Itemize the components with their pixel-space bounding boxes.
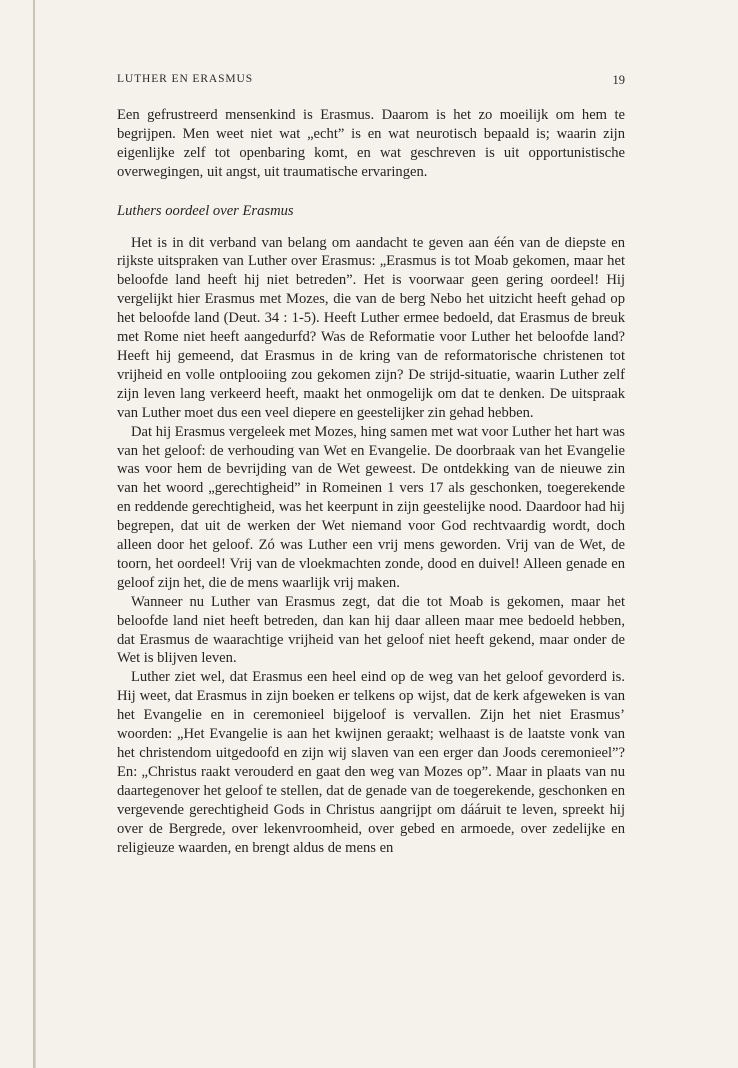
paragraph: Dat hij Erasmus vergeleek met Mozes, hing samen met wat voor Luther het hart was van het geloof: de verhouding van Wet en Evangelie. De doorbraak van het Evangelie was voor hem de bevrijding van de Wet geweest. De ontdekking van de nieuwe zin van het woord „gerechtigheid” in Romeinen 1 vers 17 als geschonken, toegerekende en reddende gerechtigheid, was het keerpunt in zijn geestelijke nood. Daardoor had hij begrepen, dat uit de werken der Wet niemand voor God rechtvaardig wordt, doch alleen door het geloof. Zó was Luther een vrij mens geworden. Vrij van de Wet, de toorn, het oordeel! Vrij van de vloekmachten zonde, dood en duivel! Alleen genade en geloof zijn het, die de mens waarlijk vrij maken. (117, 423, 625, 591)
binding-edge-lower-shadow (35, 560, 36, 1068)
paragraph: Luther ziet wel, dat Erasmus een heel eind op de weg van het geloof gevorderd is. Hij weet, dat Erasmus in zijn boeken er telkens op wijst, dat de kerk afgeweken is van het Evangelie en in ceremonieel bijgeloof is vervallen. Zijn het niet Erasmus’ woorden: „Het Evangelie is aan het kwijnen geraakt; welhaast is de laatste vonk van het christendom uitgedoofd en zijn wij slaven van een erger dan Joods ceremonieel”? En: „Christus raakt verouderd en gaat den weg van Mozes op”. Maar in plaats van nu daartegenover het geloof te stellen, dat de genade van de toegerekende, geschonken en vergevende gerechtigheid Gods in Christus aangrijpt om dááruit te leven, spreekt hij over de Bergrede, over lekenvroomheid, over gebed en armoede, over zedelijke en religieuze waarden, en brengt aldus de mens en (117, 669, 625, 856)
paragraph: Het is in dit verband van belang om aandacht te geven aan één van de diepste en rijkste uitspraken van Luther over Erasmus: „Erasmus is tot Moab gekomen, maar het beloofde land heeft hij niet betreden”. Het is voorwaar geen gering oordeel! Hij vergelijkt hier Erasmus met Mozes, die van de berg Nebo het uitzicht heeft gehad op het beloofde land (Deut. 34 : 1-5). Heeft Luther ermee bedoeld, dat Erasmus de breuk met Rome niet heeft aangedurfd? Was de Reformatie voor Luther het beloofde land? Heeft hij gemeend, dat Erasmus in de kring van de reformatorische christenen tot vrijheid en volle ontplooiing zou gekomen zijn? De strijd-situatie, waarin Luther zelf zijn leven lang verkeerd heeft, maakt het onmogelijk om dat te denken. De uitspraak van Luther moet dus een veel diepere en geestelijker zin gehad hebben. (117, 234, 625, 421)
paragraph: Wanneer nu Luther van Erasmus zegt, dat die tot Moab is gekomen, maar het beloofde land niet heeft betreden, dan kan hij daar alleen maar mee bedoeld hebben, dat Erasmus de waarachtige vrijheid van het geloof niet heeft gekend, maar onder de Wet is blijven leven. (117, 593, 625, 667)
running-head-title: LUTHER EN ERASMUS (117, 73, 254, 85)
page-number: 19 (612, 73, 625, 87)
section-heading: Luthers oordeel over Erasmus (117, 202, 294, 219)
running-head (117, 73, 625, 89)
body-text (117, 106, 625, 857)
intro-paragraph: Een gefrustreerd mensenkind is Erasmus. Daarom is het zo moeilijk om hem te begrijpen. Men weet niet wat „echt” is en wat neurotisch bepaald is; waarin zijn eigenlijke zelf tot openbaring komt, en wat geschreven is uit opportunistische overwegingen, uit angst, uit traumatische ervaringen. (117, 107, 625, 180)
